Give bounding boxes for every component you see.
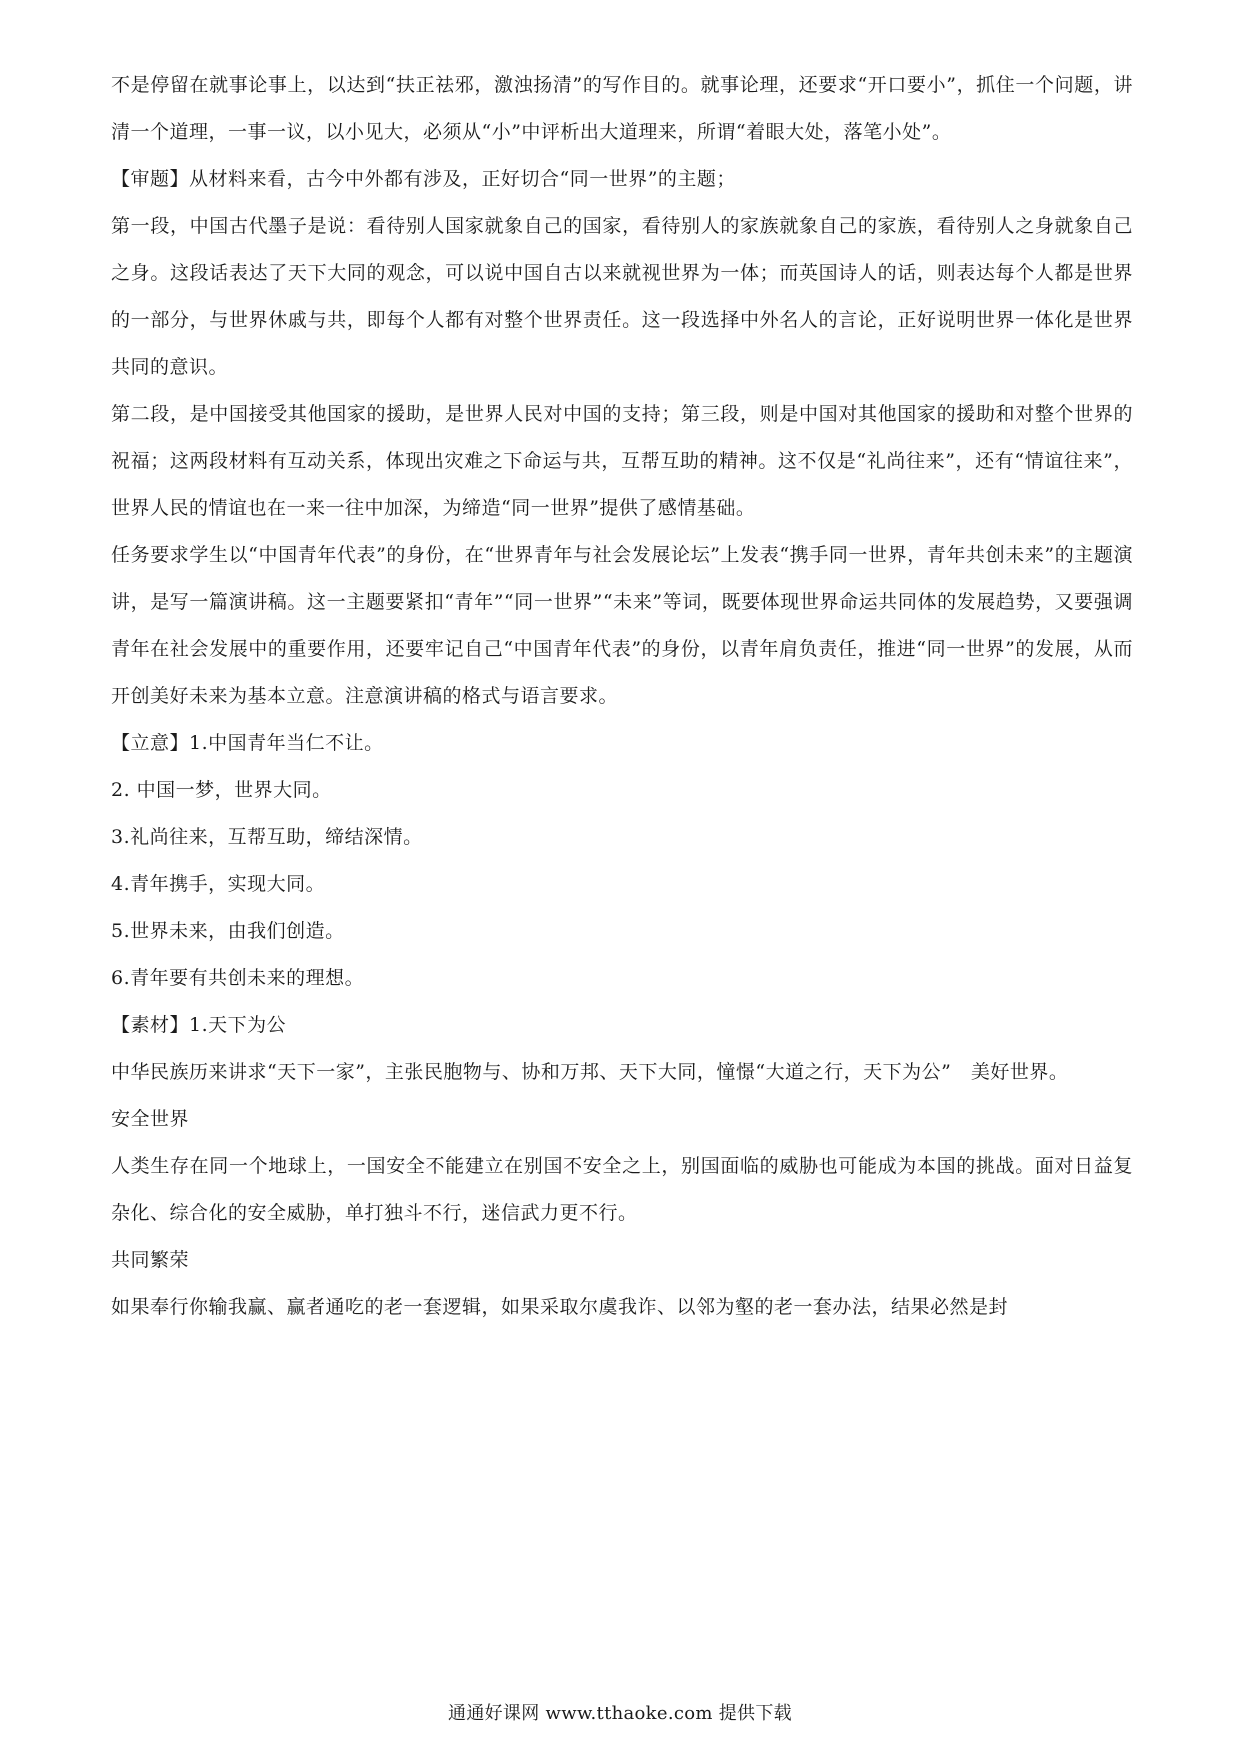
paragraph-liyi-5: 5.世界未来，由我们创造。: [111, 920, 345, 942]
paragraph-liyi-1: 【立意】1.中国青年当仁不让。: [111, 732, 384, 754]
paragraph-anquan-body: 人类生存在同一个地球上，一国安全不能建立在别国不安全之上，别国面临的威胁也可能成为本国的挑战。面对日益复杂化、综合化的安全威胁，单打独斗不行，迷信武力更不行。: [111, 1155, 1133, 1224]
paragraph-fanrong-body: 如果奉行你输我赢、赢者通吃的老一套逻辑，如果采取尔虞我诈、以邻为壑的老一套办法，结果必然是封: [111, 1296, 1009, 1318]
paragraph-task-requirement: 任务要求学生以“中国青年代表”的身份，在“世界青年与社会发展论坛”上发表“携手同一世界，青年共创未来”的主题演讲，是写一篇演讲稿。这一主题要紧扣“青年”“同一世界”“未来”等词，既要体现世界命运共同体的发展趋势，又要强调青年在社会发展中的重要作用，还要牢记自己“中国青年代表”的身份，以青年肩负责任，推进“同一世界”的发展，从而开创美好未来为基本立意。注意演讲稿的格式与语言要求。: [111, 544, 1133, 707]
paragraph-liyi-6: 6.青年要有共创未来的理想。: [111, 967, 365, 989]
paragraph-liyi-2: 2. 中国一梦，世界大同。: [111, 779, 332, 801]
paragraph-fanrong-heading: 共同繁荣: [111, 1249, 190, 1271]
paragraph-liyi-3: 3.礼尚往来，互帮互助，缔结深情。: [111, 826, 423, 848]
paragraph-first-section: 第一段，中国古代墨子是说：看待别人国家就象自己的国家，看待别人的家族就象自己的家族，看待别人之身就象自己之身。这段话表达了天下大同的观念，可以说中国自古以来就视世界为一体；而英国诗人的话，则表达每个人都是世界的一部分，与世界休戚与共，即每个人都有对整个世界责任。这一段选择中外名人的言论，正好说明世界一体化是世界共同的意识。: [111, 215, 1133, 378]
paragraph-tianxia-weigong: 中华民族历来讲求“天下一家”，主张民胞物与、协和万邦、天下大同，憧憬“大道之行，天下为公” 美好世界。: [111, 1061, 1069, 1083]
paragraph-sucai-heading: 【素材】1.天下为公: [111, 1014, 287, 1036]
paragraph-intro-continuation: 不是停留在就事论事上，以达到“扶正祛邪，激浊扬清”的写作目的。就事论理，还要求“开口要小”，抓住一个问题，讲清一个道理，一事一议，以小见大，必须从“小”中评析出大道理来，所谓“着眼大处，落笔小处”。: [111, 74, 1133, 143]
document-body: [111, 62, 1133, 1331]
page-footer: 通通好课网 www.tthaoke.com 提供下载: [448, 1703, 792, 1724]
paragraph-second-section: 第二段，是中国接受其他国家的援助，是世界人民对中国的支持；第三段，则是中国对其他国家的援助和对整个世界的祝福；这两段材料有互动关系，体现出灾难之下命运与共，互帮互助的精神。这不仅是“礼尚往来”，还有“情谊往来”，世界人民的情谊也在一来一往中加深，为缔造“同一世界”提供了感情基础。: [111, 403, 1133, 519]
paragraph-anquan-heading: 安全世界: [111, 1108, 190, 1130]
paragraph-liyi-4: 4.青年携手，实现大同。: [111, 873, 326, 895]
paragraph-shenti-heading: 【审题】从材料来看，古今中外都有涉及，正好切合“同一世界”的主题；: [111, 168, 736, 190]
